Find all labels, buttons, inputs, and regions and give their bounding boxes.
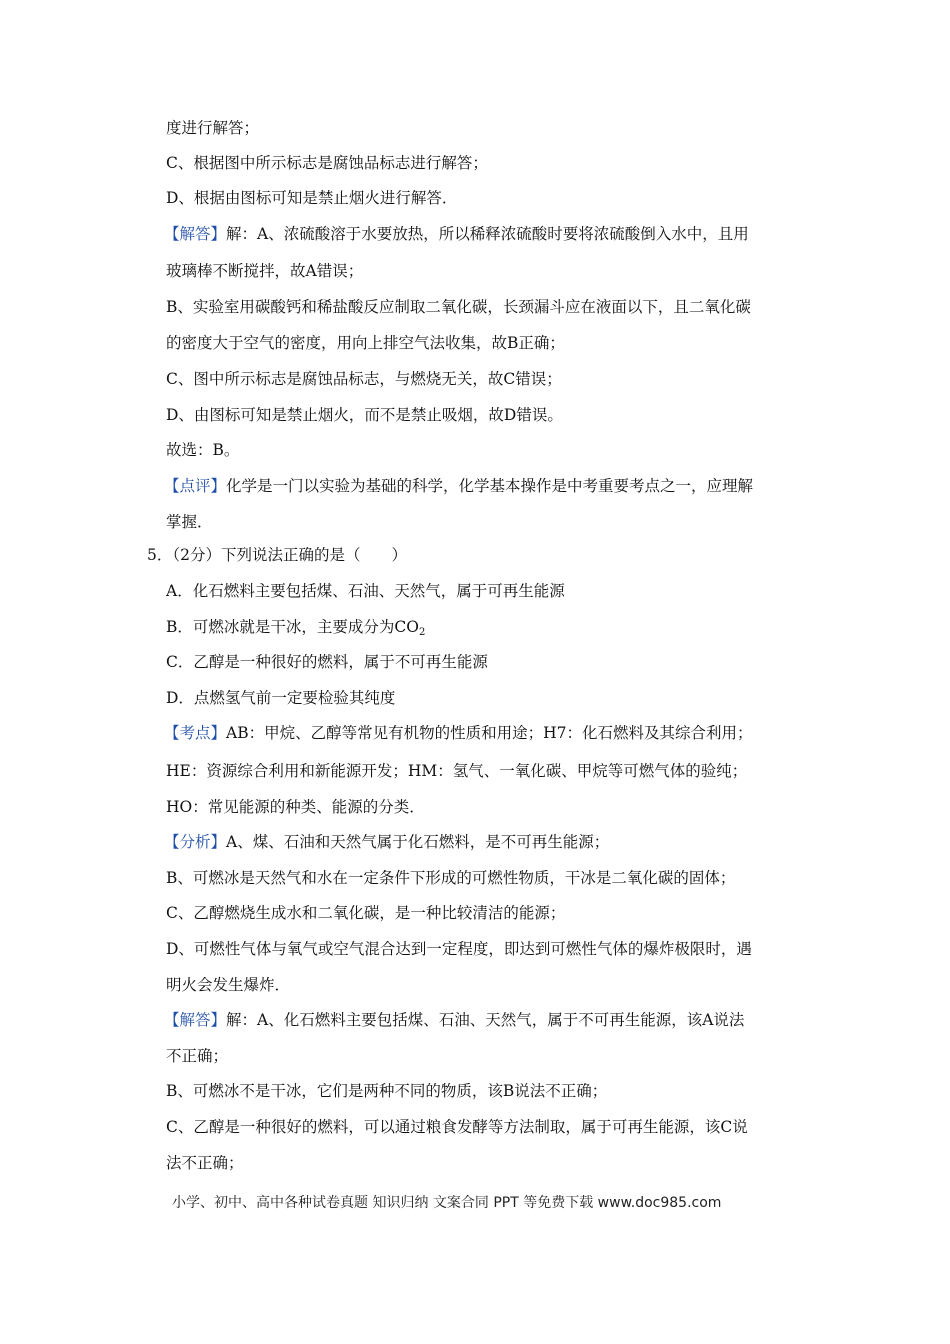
text-line: HO：常见能源的种类、能源的分类． [166, 798, 425, 816]
text-line: 度进行解答； [166, 119, 260, 137]
text-line: 掌握． [166, 513, 213, 531]
tag-fenxi: 【分析】 [164, 833, 227, 851]
answer-line [164, 224, 749, 244]
text-line: D、可燃性气体与氧气或空气混合达到一定程度，即达到可燃性气体的爆炸极限时，遇 [166, 940, 752, 958]
option-b [166, 617, 425, 637]
tag-jieda: 【解答】 [164, 225, 227, 243]
text-line: 故选：B。 [166, 441, 240, 459]
subscript: 2 [418, 627, 426, 638]
text-line: 明火会发生爆炸． [166, 976, 291, 994]
footer-banner: 小学、初中、高中各种试卷真题 知识归纳 文案合同 PPT 等免费下载 www.doc985.com [172, 1195, 722, 1211]
text-line: 的密度大于空气的密度，用向上排空气法收集，故B正确； [166, 334, 565, 352]
tag-dianping: 【点评】 [164, 477, 227, 495]
fenxi-line [164, 832, 609, 852]
option-a: A．化石燃料主要包括煤、石油、天然气，属于可再生能源 [166, 582, 565, 600]
text-line: C、根据图中所示标志是腐蚀品标志进行解答； [166, 154, 488, 172]
text-span: AB：甲烷、乙醇等常见有机物的性质和用途；H7：化石燃料及其综合利用； [226, 724, 753, 742]
text-line: B、实验室用碳酸钙和稀盐酸反应制取二氧化碳，长颈漏斗应在液面以下，且二氧化碳 [166, 298, 751, 316]
text-line: C、图中所示标志是腐蚀品标志，与燃烧无关，故C错误； [166, 370, 562, 388]
text-line: 不正确； [166, 1047, 229, 1065]
tag-jieda: 【解答】 [164, 1011, 227, 1029]
text-line: HE：资源综合利用和新能源开发；HM：氢气、一氧化碳、甲烷等可燃气体的验纯； [166, 762, 748, 780]
tag-kaodian: 【考点】 [164, 724, 227, 742]
text-line: D、根据由图标可知是禁止烟火进行解答． [166, 189, 458, 207]
text-span: 化学是一门以实验为基础的科学，化学基本操作是中考重要考点之一，应理解 [226, 477, 754, 495]
answer-line [164, 1010, 744, 1030]
text-span: 解：A、浓硫酸溶于水要放热，所以稀释浓硫酸时要将浓硫酸倒入水中，且用 [226, 225, 749, 243]
text-line: D、由图标可知是禁止烟火，而不是禁止吸烟，故D错误。 [166, 406, 563, 424]
text-line: C、乙醇是一种很好的燃料，可以通过粮食发酵等方法制取，属于可再生能源，该C说 [166, 1118, 748, 1136]
text-span: A、煤、石油和天然气属于化石燃料，是不可再生能源； [226, 833, 610, 851]
option-b-text: B．可燃冰就是干冰，主要成分为CO [166, 618, 419, 636]
option-d: D．点燃氢气前一定要检验其纯度 [166, 689, 396, 707]
text-span: 解：A、化石燃料主要包括煤、石油、天然气，属于不可再生能源，该A说法 [226, 1011, 745, 1029]
text-line: C、乙醇燃烧生成水和二氧化碳，是一种比较清洁的能源； [166, 904, 566, 922]
text-line: B、可燃冰是天然气和水在一定条件下形成的可燃性物质，干冰是二氧化碳的固体； [166, 869, 736, 887]
option-c: C．乙醇是一种很好的燃料，属于不可再生能源 [166, 653, 488, 671]
text-line: 法不正确； [166, 1154, 244, 1172]
question-stem: 5．（2分）下列说法正确的是（ ） [147, 546, 407, 564]
comment-line [164, 476, 753, 496]
text-line: B、可燃冰不是干冰，它们是两种不同的物质，该B说法不正确； [166, 1082, 608, 1100]
kaodian-line [164, 723, 752, 743]
text-line: 玻璃棒不断搅拌，故A错误； [166, 262, 364, 280]
